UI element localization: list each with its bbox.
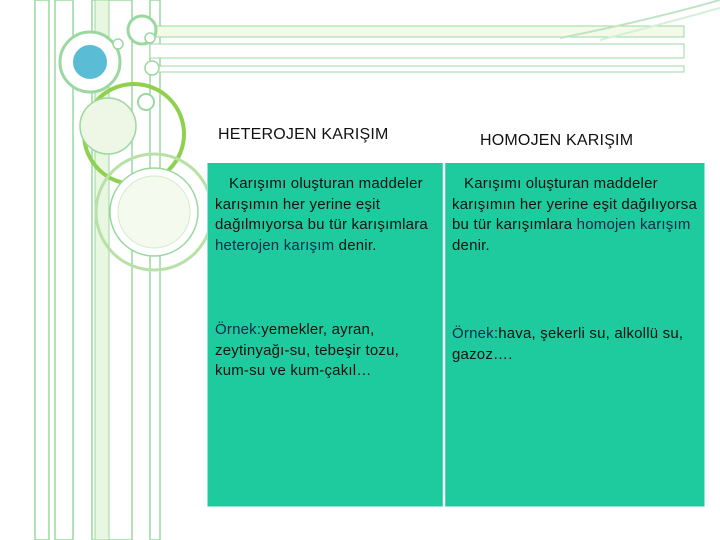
header-heterojen: HETEROJEN KARIŞIM bbox=[218, 126, 389, 143]
table-background bbox=[207, 100, 705, 507]
definition-heterojen bbox=[215, 174, 437, 257]
definition-text: denir. bbox=[452, 237, 490, 255]
decor-circle bbox=[138, 94, 154, 110]
top-bar bbox=[150, 44, 684, 58]
comparison-table bbox=[207, 100, 705, 507]
definition-homojen bbox=[452, 174, 702, 257]
example-text: hava, şekerli su, alkollü su, gazoz…. bbox=[452, 325, 684, 363]
top-bar bbox=[150, 26, 684, 37]
vertical-stripe bbox=[35, 0, 49, 540]
decor-circle bbox=[113, 39, 123, 49]
decor-circle bbox=[145, 61, 159, 75]
example-heterojen bbox=[215, 320, 437, 382]
example-text: yemekler, ayran, zeytinyağı-su, tebeşir tozu, kum-su ve kum-çakıl… bbox=[215, 321, 400, 380]
decor-circle bbox=[80, 98, 136, 154]
top-bar bbox=[150, 66, 684, 72]
header-homojen: HOMOJEN KARIŞIM bbox=[480, 132, 634, 149]
example-label: Örnek: bbox=[215, 321, 262, 338]
decor-circle bbox=[72, 44, 108, 80]
example-homojen bbox=[452, 324, 702, 365]
definition-text: Karışımı oluşturan maddeler karışımın her yerine eşit dağılmıyorsa bu tür karışımlara bbox=[215, 175, 428, 234]
definition-text: Karışımı oluşturan maddeler karışımın her yerine eşit dağılıyorsa bu tür karışımlara bbox=[452, 175, 697, 234]
decor-circle bbox=[118, 176, 190, 248]
example-label: Örnek: bbox=[452, 325, 499, 342]
term-heterojen: heterojen karışım bbox=[215, 237, 335, 255]
term-homojen: homojen karışım bbox=[576, 216, 691, 234]
decor-circle bbox=[145, 33, 155, 43]
definition-text: denir. bbox=[334, 237, 377, 255]
